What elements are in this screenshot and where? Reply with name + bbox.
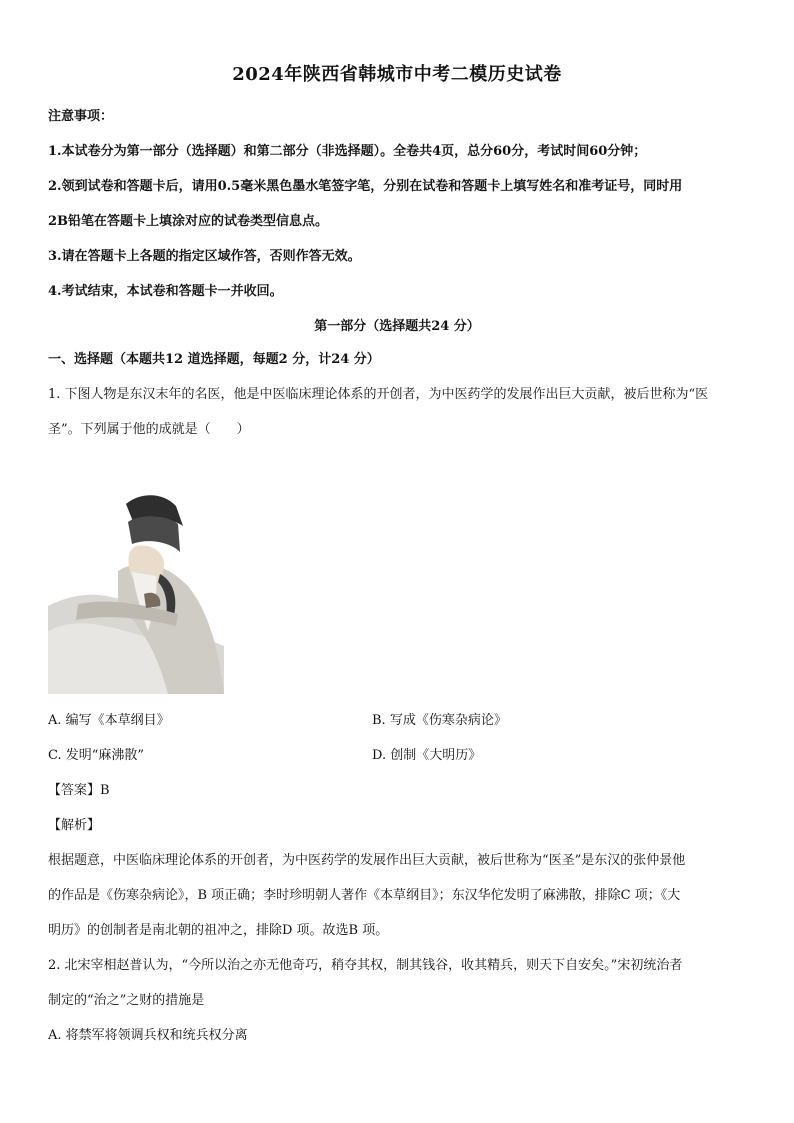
- q1-stem-line1: 1. 下图人物是东汉末年的名医，他是中医临床理论体系的开创者，为中医药学的发展作出巨大贡献，被后世称为“医: [48, 387, 709, 402]
- q1-analysis-heading: 【解析】: [48, 818, 101, 833]
- note-item: 2B铅笔在答题卡上填涂对应的试卷类型信息点。: [48, 214, 329, 229]
- notes-heading: 注意事项：: [48, 109, 114, 124]
- note-item: 4.考试结束，本试卷和答题卡一并收回。: [48, 284, 283, 299]
- q2-stem-line2: 制定的“治之”之财的措施是: [48, 993, 205, 1008]
- q1-answer: 【答案】B: [48, 783, 110, 798]
- q1-option-b: B. 写成《伤寒杂病论》: [372, 713, 507, 728]
- section-heading: 一、选择题（本题共12 道选择题，每题2 分，计24 分）: [48, 352, 380, 367]
- q1-option-d: D. 创制《大明历》: [372, 748, 482, 763]
- note-item: 3.请在答题卡上各题的指定区域作答，否则作答无效。: [48, 249, 361, 264]
- part1-heading: 第一部分（选择题共24 分）: [314, 319, 480, 334]
- q1-analysis-line: 的作品是《伤寒杂病论》，B 项正确；李时珍明朝人著作《本草纲目》；东汉华佗发明了麻沸散，排除C 项；《大: [48, 888, 681, 903]
- q2-option-a: A. 将禁军将领调兵权和统兵权分离: [48, 1028, 248, 1043]
- portrait-illustration: [48, 486, 224, 694]
- note-item: 1.本试卷分为第一部分（选择题）和第二部分（非选择题）。全卷共4页，总分60分，考试时间60分钟；: [48, 144, 647, 159]
- q1-analysis-line: 明历》的创制者是南北朝的祖冲之，排除D 项。故选B 项。: [48, 923, 389, 938]
- q1-analysis-line: 根据题意，中医临床理论体系的开创者，为中医药学的发展作出巨大贡献，被后世称为“医圣”是东汉的张仲景他: [48, 853, 686, 868]
- q1-stem-line2: 圣”。下列属于他的成就是（ ）: [48, 422, 250, 437]
- exam-title: 2024年陕西省韩城市中考二模历史试卷: [232, 64, 562, 85]
- q1-option-a: A. 编写《本草纲目》: [48, 713, 170, 728]
- note-item: 2.领到试卷和答题卡后，请用0.5毫米黑色墨水笔签字笔，分别在试卷和答题卡上填写姓名和准考证号，同时用: [48, 179, 683, 194]
- q2-stem-line1: 2. 北宋宰相赵普认为，“今所以治之亦无他奇巧，稍夺其权，制其钱谷，收其精兵，则天下自安矣。”宋初统治者: [48, 958, 683, 973]
- q1-option-c: C. 发明“麻沸散”: [48, 748, 145, 763]
